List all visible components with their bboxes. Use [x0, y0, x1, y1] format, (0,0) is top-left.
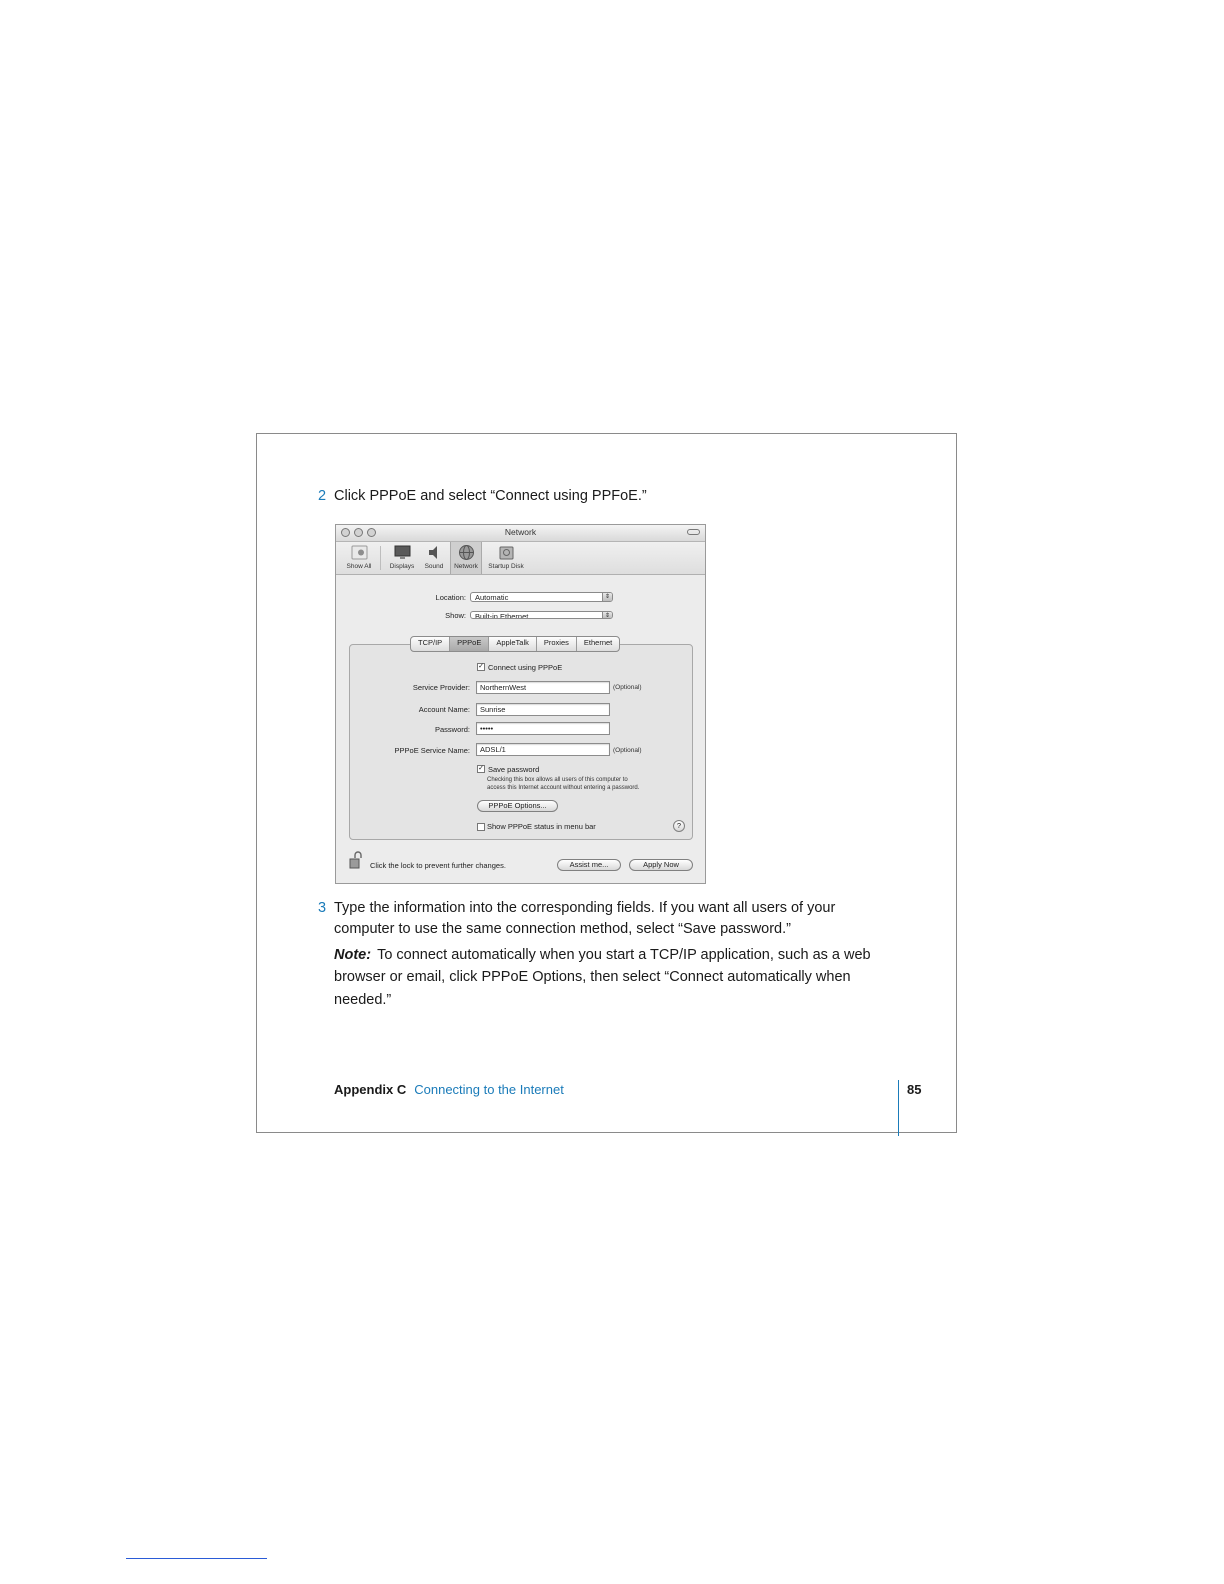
tab-ethernet[interactable]: Ethernet [583, 638, 613, 647]
lock-text: Click the lock to prevent further changes. [370, 861, 506, 870]
window-title: Network [504, 527, 537, 537]
toolbar-startup-disk[interactable] [484, 544, 528, 570]
save-password-checkbox[interactable]: ✓ [478, 765, 484, 772]
note-line-3: needed.” [334, 992, 392, 1008]
network-window [335, 524, 706, 884]
toolbar-toggle-icon[interactable] [687, 529, 700, 535]
service-provider-field[interactable]: NorthernWest [476, 681, 610, 694]
step-text: Click PPPoE and select “Connect using PPFoE.” [334, 488, 647, 504]
show-label: Show: [445, 611, 466, 619]
assist-me-button[interactable]: Assist me... [557, 859, 621, 871]
show-value: Built-in Ethernet [475, 612, 529, 619]
lock-icon[interactable] [349, 851, 363, 869]
save-password-help-1: Checking this box allows all users of this computer to [487, 777, 628, 783]
tab-pppoe[interactable]: PPPoE [450, 637, 489, 651]
toolbar-sound[interactable] [421, 544, 447, 570]
toolbar-separator [380, 546, 381, 570]
connect-pppoe-checkbox[interactable]: ✓ [478, 663, 484, 670]
apple-grid-icon [351, 544, 368, 561]
footer-divider [898, 1080, 899, 1136]
note-text: To connect automatically when you start a TCP/IP application, such as a web [377, 947, 871, 963]
optional-note: (Optional) [613, 684, 642, 691]
tab-tcpip[interactable]: TCP/IP [411, 637, 450, 651]
show-status-checkbox[interactable] [477, 823, 485, 831]
save-password-help-2: access this Internet account without entering a password. [487, 785, 640, 791]
password-field[interactable]: ••••• [476, 722, 610, 735]
account-name-label: Account Name: [418, 705, 470, 714]
step-number: 3 [318, 900, 327, 916]
toolbar-network[interactable] [450, 542, 482, 574]
tab-bar [410, 636, 620, 652]
chapter-title: Connecting to the Internet [414, 1082, 564, 1097]
toolbar-label: Show All [346, 563, 372, 570]
toolbar-displays[interactable] [386, 544, 418, 570]
step-text-line-2: computer to use the same connection method, select “Save password.” [334, 921, 791, 937]
tab-appletalk[interactable]: AppleTalk [489, 637, 537, 651]
toolbar-show-all[interactable] [342, 544, 376, 570]
step-text-line-1: Type the information into the corresponding fields. If you want all users of your [334, 900, 836, 916]
save-password-label: Save password [488, 765, 540, 774]
service-provider-label: Service Provider: [412, 683, 470, 692]
help-button[interactable]: ? [673, 820, 685, 832]
note-line-2: browser or email, click PPPoE Options, then select “Connect automatically when [334, 969, 851, 985]
connect-pppoe-label: Connect using PPPoE [488, 663, 563, 672]
disk-icon [498, 544, 515, 561]
appendix-label: Appendix C [334, 1082, 407, 1097]
globe-icon [458, 544, 475, 561]
account-name-field[interactable]: Sunrise [476, 703, 610, 716]
popup-arrows-icon: ⇕ [602, 612, 612, 618]
footer-chapter [334, 1082, 564, 1097]
toolbar-label: Displays [389, 563, 415, 570]
location-popup[interactable] [470, 592, 613, 602]
show-popup[interactable] [470, 611, 613, 619]
bottom-link-underline [126, 1558, 267, 1559]
note-label: Note: [334, 947, 372, 963]
toolbar [336, 542, 705, 575]
pppoe-options-button[interactable]: PPPoE Options... [477, 800, 558, 812]
speaker-icon [426, 544, 443, 561]
popup-arrows-icon: ⇕ [602, 593, 612, 601]
tab-proxies[interactable]: Proxies [537, 637, 577, 651]
pppoe-service-name-field[interactable]: ADSL/1 [476, 743, 610, 756]
apply-now-button[interactable]: Apply Now [629, 859, 693, 871]
location-label: Location: [435, 593, 466, 602]
pppoe-service-name-label: PPPoE Service Name: [394, 746, 470, 755]
location-value: Automatic [475, 593, 509, 602]
show-status-label: Show PPPoE status in menu bar [487, 822, 596, 831]
page-number: 85 [907, 1082, 922, 1097]
display-icon [394, 544, 411, 561]
title-bar [336, 525, 705, 542]
note-line-1 [334, 947, 871, 963]
step-number: 2 [318, 488, 327, 504]
password-label: Password: [434, 725, 470, 734]
optional-note: (Optional) [613, 747, 642, 754]
toolbar-label: Startup Disk [488, 563, 524, 570]
toolbar-label: Sound [424, 563, 444, 570]
toolbar-label: Network [454, 563, 478, 570]
